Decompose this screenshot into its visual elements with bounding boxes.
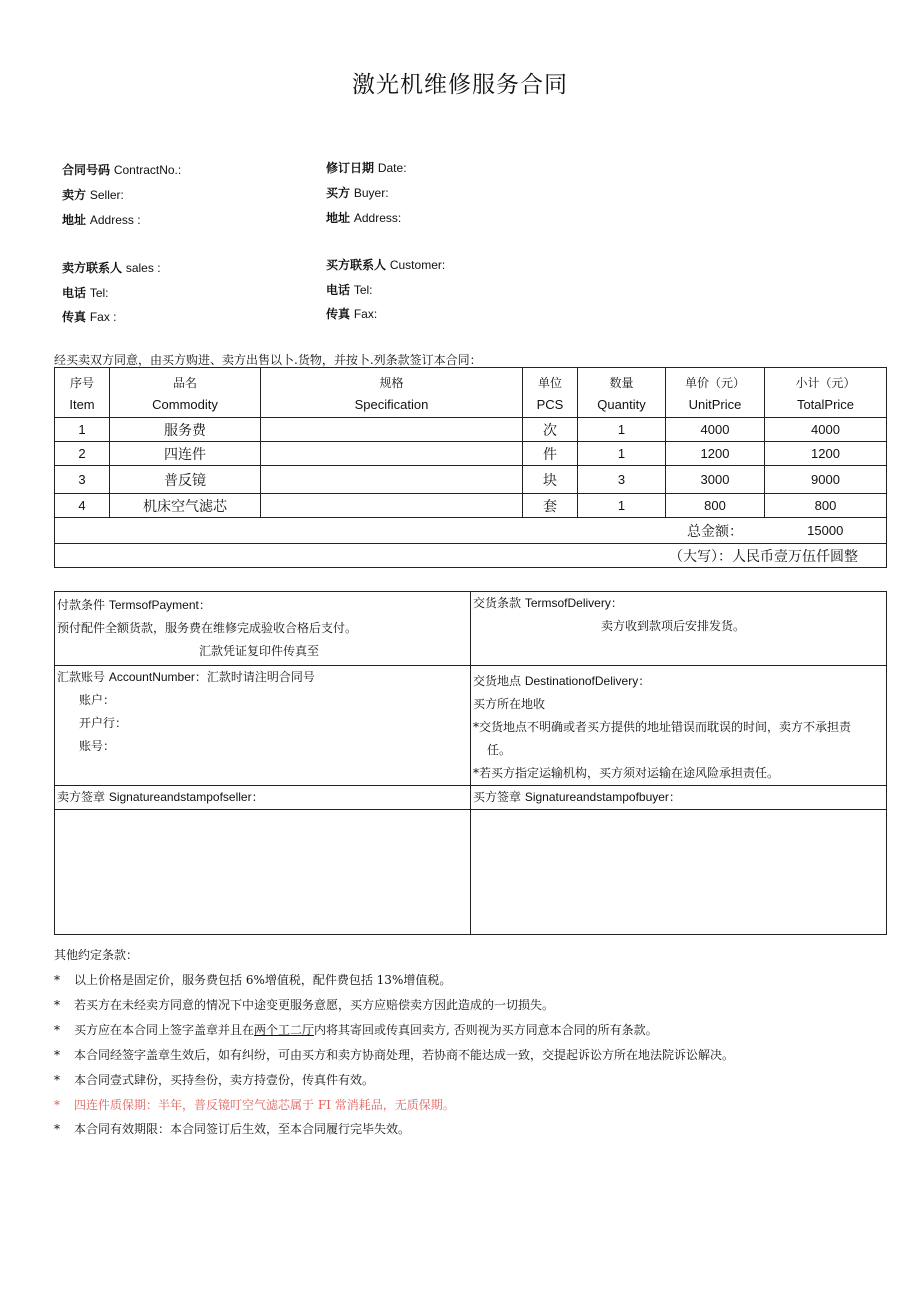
row-price: 800	[666, 494, 765, 518]
payment-terms-cell: 付款条件 TermsofPayment： 预付配件全额货款，服务费在维修完成验收合格后支付。 汇款凭证复印件传真至	[55, 592, 471, 666]
delivery-line-1: 卖方收到款项后安排发货。	[601, 619, 746, 633]
row-item: 1	[55, 418, 110, 442]
clause-item-warranty: * 四连件质保期：半年，普反镜叮空气滤芯属于 FI 常消耗品，无质保期。	[54, 1098, 455, 1112]
header-item: 序号 Item	[55, 368, 110, 418]
row-qty: 3	[578, 466, 666, 494]
row-total: 800	[765, 494, 887, 518]
row-item: 3	[55, 466, 110, 494]
row-item: 2	[55, 442, 110, 466]
row-spec	[261, 442, 523, 466]
row-commodity: 服务费	[110, 418, 261, 442]
row-unit: 件	[523, 442, 578, 466]
row-total: 9000	[765, 466, 887, 494]
row-unit: 次	[523, 418, 578, 442]
clause-item: * 若买方在未经卖方同意的情况下中途变更服务意愿，买方应赔偿卖方因此造成的一切损失。	[54, 998, 555, 1012]
row-commodity: 普反镜	[110, 466, 261, 494]
seller-signature-area[interactable]	[55, 810, 471, 935]
table-header-row	[55, 368, 887, 418]
total-row	[55, 518, 887, 544]
terms-table	[54, 591, 887, 935]
header-commodity: 品名 Commodity	[110, 368, 261, 418]
clause-item: * 以上价格是固定价，服务费包括 6%增值税，配件费包括 13%增值税。	[54, 973, 452, 987]
payment-line-1: 预付配件全额货款，服务费在维修完成验收合格后支付。	[57, 621, 358, 635]
buyer-fax-field: 传真 Fax:	[326, 307, 378, 321]
destination-line-3: *若买方指定运输机构，买方须对运输在途风险承担责任。	[473, 766, 780, 780]
row-commodity: 机床空气滤芯	[110, 494, 261, 518]
table-row	[55, 494, 887, 518]
table-row	[55, 442, 887, 466]
header-quantity: 数量 Quantity	[578, 368, 666, 418]
row-commodity: 四连件	[110, 442, 261, 466]
row-unit: 套	[523, 494, 578, 518]
delivery-terms-cell: 交货条款 TermsofDelivery： 卖方收到款项后安排发货。	[471, 592, 887, 666]
seller-signature-label: 卖方签章 Signatureandstampofseller：	[55, 786, 471, 810]
buyer-signature-label: 买方签章 Signatureandstampofbuyer：	[471, 786, 887, 810]
row-qty: 1	[578, 494, 666, 518]
table-row	[55, 466, 887, 494]
capital-amount: （大写）：人民币壹万伍仟圆整	[55, 544, 887, 568]
row-total: 1200	[765, 442, 887, 466]
row-unit: 块	[523, 466, 578, 494]
seller-contact-field: 卖方联系人 sales :	[62, 261, 161, 275]
row-price: 4000	[666, 418, 765, 442]
total-row-spacer	[55, 518, 666, 544]
buyer-address-field: 地址 Address:	[326, 211, 402, 225]
clause-item: * 买方应在本合同上签字盖章并且在两个工二厅内将其寄回或传真回卖方, 否则视为买方同意本合同的所有条款。	[54, 1023, 658, 1037]
destination-line-2: *交货地点不明确或者买方提供的地址错误而耽误的时间，卖方不承担责	[473, 720, 852, 734]
total-label: 总金额：	[666, 518, 765, 544]
payment-line-2: 汇款凭证复印件传真至	[199, 644, 320, 658]
row-spec	[261, 418, 523, 442]
total-value: 15000	[765, 518, 887, 544]
capital-row	[55, 544, 887, 568]
account-bank: 开户行：	[79, 716, 128, 730]
seller-field: 卖方 Seller:	[62, 188, 124, 202]
row-spec	[261, 466, 523, 494]
buyer-contact-field: 买方联系人 Customer:	[326, 258, 446, 272]
row-spec	[261, 494, 523, 518]
buyer-tel-field: 电话 Tel:	[326, 283, 373, 297]
seller-fax-field: 传真 Fax :	[62, 310, 117, 324]
account-number-cell: 汇款账号 AccountNumber：汇款时请注明合同号 账户： 开户行： 账号：	[55, 666, 471, 786]
other-terms-title: 其他约定条款：	[54, 948, 139, 962]
row-price: 3000	[666, 466, 765, 494]
header-unit-price: 单价（元） UnitPrice	[666, 368, 765, 418]
revision-date-field: 修订日期 Date:	[326, 161, 407, 175]
header-total-price: 小计（元） TotalPrice	[765, 368, 887, 418]
buyer-signature-area[interactable]	[471, 810, 887, 935]
row-price: 1200	[666, 442, 765, 466]
header-specification: 规格 Specification	[261, 368, 523, 418]
row-total: 4000	[765, 418, 887, 442]
row-item: 4	[55, 494, 110, 518]
seller-address-field: 地址 Address :	[62, 213, 141, 227]
account-name: 账户：	[79, 693, 116, 707]
clause-item: * 本合同有效期限：本合同签订后生效，至本合同履行完毕失效。	[54, 1122, 411, 1136]
seller-tel-field: 电话 Tel:	[62, 286, 109, 300]
row-qty: 1	[578, 418, 666, 442]
items-table	[54, 367, 887, 568]
table-row	[55, 418, 887, 442]
row-qty: 1	[578, 442, 666, 466]
destination-line-2b: 任。	[487, 743, 512, 757]
destination-line-1: 买方所在地收	[473, 697, 546, 711]
contract-title: 激光机维修服务合同	[352, 72, 568, 98]
contract-number-field: 合同号码 ContractNo.:	[62, 163, 182, 177]
clause-item: * 本合同经签字盖章生效后，如有纠纷，可由买方和卖方协商处理，若协商不能达成一致，交提起诉讼方所在地法院诉讼解决。	[54, 1048, 735, 1062]
clause-item: * 本合同壹式肆份，买持叁份，卖方持壹份，传真件有效。	[54, 1073, 375, 1087]
header-unit: 单位 PCS	[523, 368, 578, 418]
account-no: 账号：	[79, 739, 116, 753]
destination-cell: 交货地点 DestinationofDelivery： 买方所在地收 *交货地点不明确或者买方提供的地址错误而耽误的时间，卖方不承担责 任。 *若买方指定运输机构，买方须对运输在途风险承担责任。	[471, 666, 887, 786]
intro-text: 经买卖双方同意，由买方购进、卖方出售以卜.货物，并按卜.列条款签订本合同：	[54, 353, 482, 367]
buyer-field: 买方 Buyer:	[326, 186, 389, 200]
